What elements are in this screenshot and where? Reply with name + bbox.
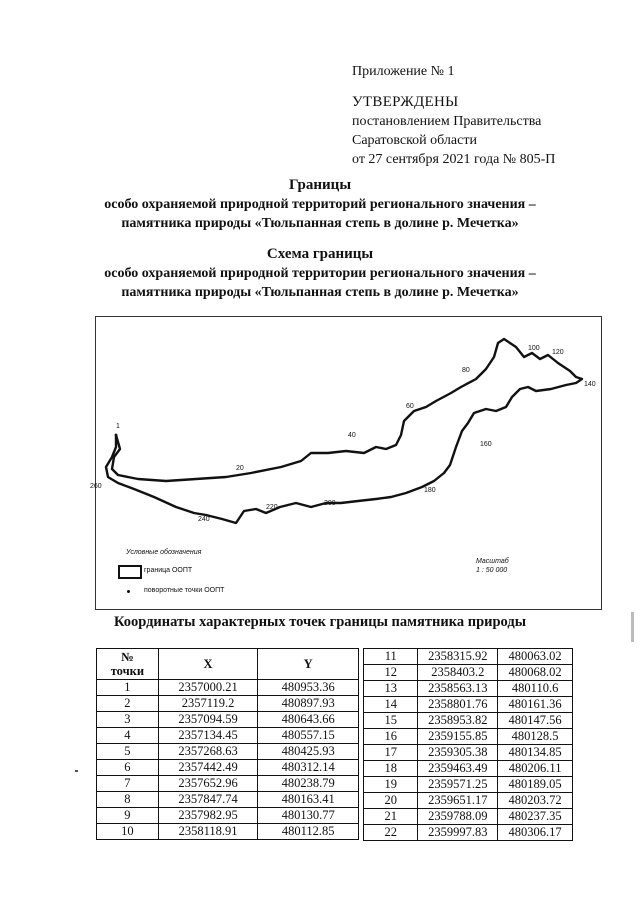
- table-row: [97, 744, 359, 760]
- cell-x: 2358118.91: [158, 824, 258, 840]
- coordinates-table-right: [363, 648, 573, 841]
- cell-x: 2359788.09: [418, 809, 498, 825]
- approval-line-1: постановлением Правительства: [352, 114, 542, 129]
- table-row: [364, 713, 573, 729]
- cell-x: 2359651.17: [418, 793, 498, 809]
- table-row: [97, 680, 359, 696]
- approved-label: УТВЕРЖДЕНЫ: [352, 94, 459, 110]
- heading-title: Границы: [288, 177, 352, 193]
- cell-point-number: 12: [364, 665, 418, 681]
- table-row: [364, 809, 573, 825]
- cell-y: 480112.85: [258, 824, 359, 840]
- cell-point-number: 11: [364, 649, 418, 665]
- legend-title: Условные обозначения: [126, 549, 202, 556]
- approval-line-3: от 27 сентября 2021 года № 805-П: [352, 152, 556, 167]
- cell-x: 2357119.2: [158, 696, 258, 712]
- map-point-label: 220: [266, 504, 278, 511]
- cell-x: 2357134.45: [158, 728, 258, 744]
- cell-point-number: 9: [97, 808, 159, 824]
- cell-y: 480425.93: [258, 744, 359, 760]
- cell-point-number: 14: [364, 697, 418, 713]
- coordinates-table-title: Координаты характерных точек границы памятника природы: [113, 614, 527, 630]
- map-point-label: 40: [348, 432, 356, 439]
- map-point-label: 180: [424, 487, 436, 494]
- table-row: [97, 728, 359, 744]
- cell-x: 2359155.85: [418, 729, 498, 745]
- cell-y: 480163.41: [258, 792, 359, 808]
- cell-y: 480110.6: [498, 681, 573, 697]
- cell-y: 480063.02: [498, 649, 573, 665]
- cell-point-number: 13: [364, 681, 418, 697]
- header-x: X: [158, 649, 258, 680]
- cell-x: 2359305.38: [418, 745, 498, 761]
- map-point-label: 100: [528, 345, 540, 352]
- scale-value: 1 : 50 000: [476, 567, 508, 574]
- cell-x: 2357268.63: [158, 744, 258, 760]
- cell-y: 480130.77: [258, 808, 359, 824]
- approval-block: [352, 62, 555, 169]
- table-row: [97, 824, 359, 840]
- scale-block: [476, 557, 509, 575]
- header-y: Y: [258, 649, 359, 680]
- cell-y: 480312.14: [258, 760, 359, 776]
- header-num-symbol: №: [121, 650, 134, 664]
- cell-y: 480557.15: [258, 728, 359, 744]
- cell-point-number: 21: [364, 809, 418, 825]
- cell-x: 2358801.76: [418, 697, 498, 713]
- left-table-body: [97, 680, 359, 840]
- cell-x: 2357000.21: [158, 680, 258, 696]
- cell-x: 2357652.96: [158, 776, 258, 792]
- cell-y: 480161.36: [498, 697, 573, 713]
- table-row: [364, 793, 573, 809]
- cell-x: 2357094.59: [158, 712, 258, 728]
- scheme-title: Схема границы: [266, 246, 374, 262]
- map-point-label: 240: [198, 516, 210, 523]
- cell-point-number: 7: [97, 776, 159, 792]
- table-row: [97, 696, 359, 712]
- scale-label: Масштаб: [476, 558, 509, 565]
- cell-x: 2358315.92: [418, 649, 498, 665]
- coordinates-table-left: [96, 648, 359, 840]
- table-row: [364, 665, 573, 681]
- cell-point-number: 17: [364, 745, 418, 761]
- cell-point-number: 16: [364, 729, 418, 745]
- table-row: [364, 777, 573, 793]
- cell-y: 480203.72: [498, 793, 573, 809]
- cell-y: 480643.66: [258, 712, 359, 728]
- right-table-body: [364, 649, 573, 841]
- cell-x: 2357442.49: [158, 760, 258, 776]
- table-row: [364, 825, 573, 841]
- scheme-heading: [30, 245, 610, 302]
- legend-point-swatch: [127, 590, 130, 593]
- legend-boundary-swatch: [118, 565, 142, 579]
- table-row: [97, 792, 359, 808]
- cell-point-number: 10: [97, 824, 159, 840]
- cell-y: 480237.35: [498, 809, 573, 825]
- cell-x: 2359571.25: [418, 777, 498, 793]
- cell-y: 480134.85: [498, 745, 573, 761]
- cell-x: 2358953.82: [418, 713, 498, 729]
- table-row: [97, 712, 359, 728]
- table-row: [364, 697, 573, 713]
- cell-x: 2359463.49: [418, 761, 498, 777]
- cell-x: 2357847.74: [158, 792, 258, 808]
- boundary-map: [90, 316, 602, 610]
- cell-point-number: 20: [364, 793, 418, 809]
- table-row: [364, 745, 573, 761]
- document-heading: [30, 176, 610, 233]
- annex-label: Приложение № 1: [352, 64, 455, 79]
- cell-x: 2357982.95: [158, 808, 258, 824]
- cell-y: 480147.56: [498, 713, 573, 729]
- cell-point-number: 22: [364, 825, 418, 841]
- cell-y: 480953.36: [258, 680, 359, 696]
- table-row: [364, 649, 573, 665]
- scan-edge-mark: [631, 612, 634, 642]
- table-row: [97, 776, 359, 792]
- cell-x: 2358403.2: [418, 665, 498, 681]
- cell-y: 480128.5: [498, 729, 573, 745]
- map-point-label: 260: [90, 483, 102, 490]
- header-point-number: [97, 649, 159, 680]
- map-point-label: 140: [584, 381, 596, 388]
- cell-point-number: 5: [97, 744, 159, 760]
- cell-y: 480068.02: [498, 665, 573, 681]
- heading-line-3: памятника природы «Тюльпанная степь в долине р. Мечетка»: [121, 216, 519, 231]
- table-row: [97, 808, 359, 824]
- boundary-map-svg: [96, 317, 601, 609]
- legend-points-label: поворотные точки ООПТ: [144, 587, 225, 594]
- cell-point-number: 15: [364, 713, 418, 729]
- cell-x: 2358563.13: [418, 681, 498, 697]
- header-num-word: точки: [110, 664, 145, 678]
- cell-y: 480189.05: [498, 777, 573, 793]
- map-point-label: 20: [236, 465, 244, 472]
- map-point-label: 200: [324, 500, 336, 507]
- cell-point-number: 1: [97, 680, 159, 696]
- heading-line-2: особо охраняемой природной территорий регионального значения –: [104, 197, 536, 212]
- table-row: [364, 681, 573, 697]
- table-row: [364, 761, 573, 777]
- scheme-line-3: памятника природы «Тюльпанная степь в долине р. Мечетка»: [121, 285, 519, 300]
- map-point-label: 60: [406, 403, 414, 410]
- cell-point-number: 8: [97, 792, 159, 808]
- cell-y: 480206.11: [498, 761, 573, 777]
- scheme-line-2: особо охраняемой природной территории регионального значения –: [104, 266, 536, 281]
- table-row: [97, 760, 359, 776]
- turn-point-dot: [115, 434, 118, 437]
- approval-line-2: Саратовской области: [352, 133, 477, 148]
- cell-point-number: 19: [364, 777, 418, 793]
- cell-y: 480897.93: [258, 696, 359, 712]
- map-point-label: 1: [116, 423, 120, 430]
- cell-point-number: 3: [97, 712, 159, 728]
- map-point-label: 160: [480, 441, 492, 448]
- legend-boundary-label: граница ООПТ: [144, 567, 193, 574]
- cell-point-number: 4: [97, 728, 159, 744]
- table-row: [364, 729, 573, 745]
- cell-y: 480306.17: [498, 825, 573, 841]
- cell-point-number: 6: [97, 760, 159, 776]
- cell-x: 2359997.83: [418, 825, 498, 841]
- map-point-label: 120: [552, 349, 564, 356]
- cell-point-number: 18: [364, 761, 418, 777]
- scan-speck: [75, 770, 78, 772]
- cell-point-number: 2: [97, 696, 159, 712]
- map-point-label: 80: [462, 367, 470, 374]
- boundary-outline: [106, 339, 582, 523]
- cell-y: 480238.79: [258, 776, 359, 792]
